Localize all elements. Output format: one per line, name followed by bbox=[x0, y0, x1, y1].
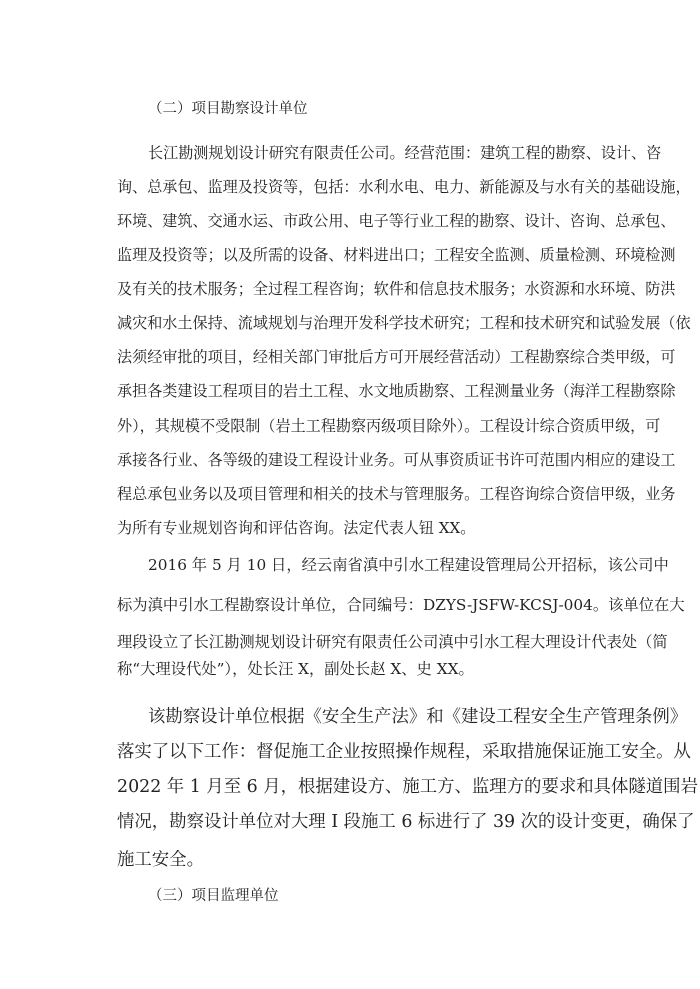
paragraph-line: 该勘察设计单位根据《安全生产法》和《建设工程安全生产管理条例》 bbox=[148, 707, 688, 727]
paragraph-line: 及有关的技术服务；全过程工程咨询；软件和信息技术服务；水资源和水环境、防洪 bbox=[117, 280, 676, 298]
paragraph-line: 为所有专业规划咨询和评估咨询。法定代表人钮 XX。 bbox=[117, 519, 476, 537]
paragraph-line: 2022 年 1 月至 6 月，根据建设方、施工方、监理方的要求和具体隧道围岩 bbox=[117, 777, 698, 797]
paragraph-line: 外），其规模不受限制（岩土工程勘察丙级项目除外）。工程设计综合资质甲级，可 bbox=[117, 417, 661, 435]
paragraph-line: 承接各行业、各等级的建设工程设计业务。可从事资质证书许可范围内相应的建设工 bbox=[117, 451, 676, 469]
paragraph-line: 情况，勘察设计单位对大理 I 段施工 6 标进行了 39 次的设计变更，确保了 bbox=[117, 812, 695, 832]
paragraph-line: 2016 年 5 月 10 日，经云南省滇中引水工程建设管理局公开招标，该公司中 bbox=[148, 556, 669, 574]
paragraph-line: 标为滇中引水工程勘察设计单位，合同编号：DZYS-JSFW-KCSJ-004。该单位在大 bbox=[117, 596, 685, 614]
paragraph-line: 询、总承包、监理及投资等，包括：水利水电、电力、新能源及与水有关的基础设施， bbox=[117, 178, 691, 196]
paragraph-line: 长江勘测规划设计研究有限责任公司。经营范围：建筑工程的勘察、设计、咨 bbox=[148, 144, 662, 162]
paragraph-line: 法须经审批的项目，经相关部门审批后方可开展经营活动）工程勘察综合类甲级，可 bbox=[117, 348, 676, 366]
paragraph-line: 称“大理设代处”），处长汪 X，副处长赵 X、史 XX。 bbox=[117, 660, 474, 678]
paragraph-line: 程总承包业务以及项目管理和相关的技术与管理服务。工程咨询综合资信甲级，业务 bbox=[117, 485, 676, 503]
paragraph-line: 施工安全。 bbox=[117, 850, 204, 870]
section-heading-3: （三）项目监理单位 bbox=[148, 888, 279, 904]
section-heading-2: （二）项目勘察设计单位 bbox=[148, 101, 308, 117]
paragraph-line: 监理及投资等；以及所需的设备、材料进出口；工程安全监测、质量检测、环境检测 bbox=[117, 246, 676, 264]
paragraph-line: 环境、建筑、交通水运、市政公用、电子等行业工程的勘察、设计、咨询、总承包、 bbox=[117, 212, 676, 230]
paragraph-line: 承担各类建设工程项目的岩土工程、水文地质勘察、工程测量业务（海洋工程勘察除 bbox=[117, 382, 676, 400]
paragraph-line: 减灾和水土保持、流域规划与治理开发科学技术研究；工程和技术研究和试验发展（依 bbox=[117, 314, 691, 332]
paragraph-line: 理段设立了长江勘测规划设计研究有限责任公司滇中引水工程大理设计代表处（简 bbox=[117, 633, 668, 651]
paragraph-line: 落实了以下工作：督促施工企业按照操作规程，采取措施保证施工安全。从 bbox=[117, 742, 691, 762]
